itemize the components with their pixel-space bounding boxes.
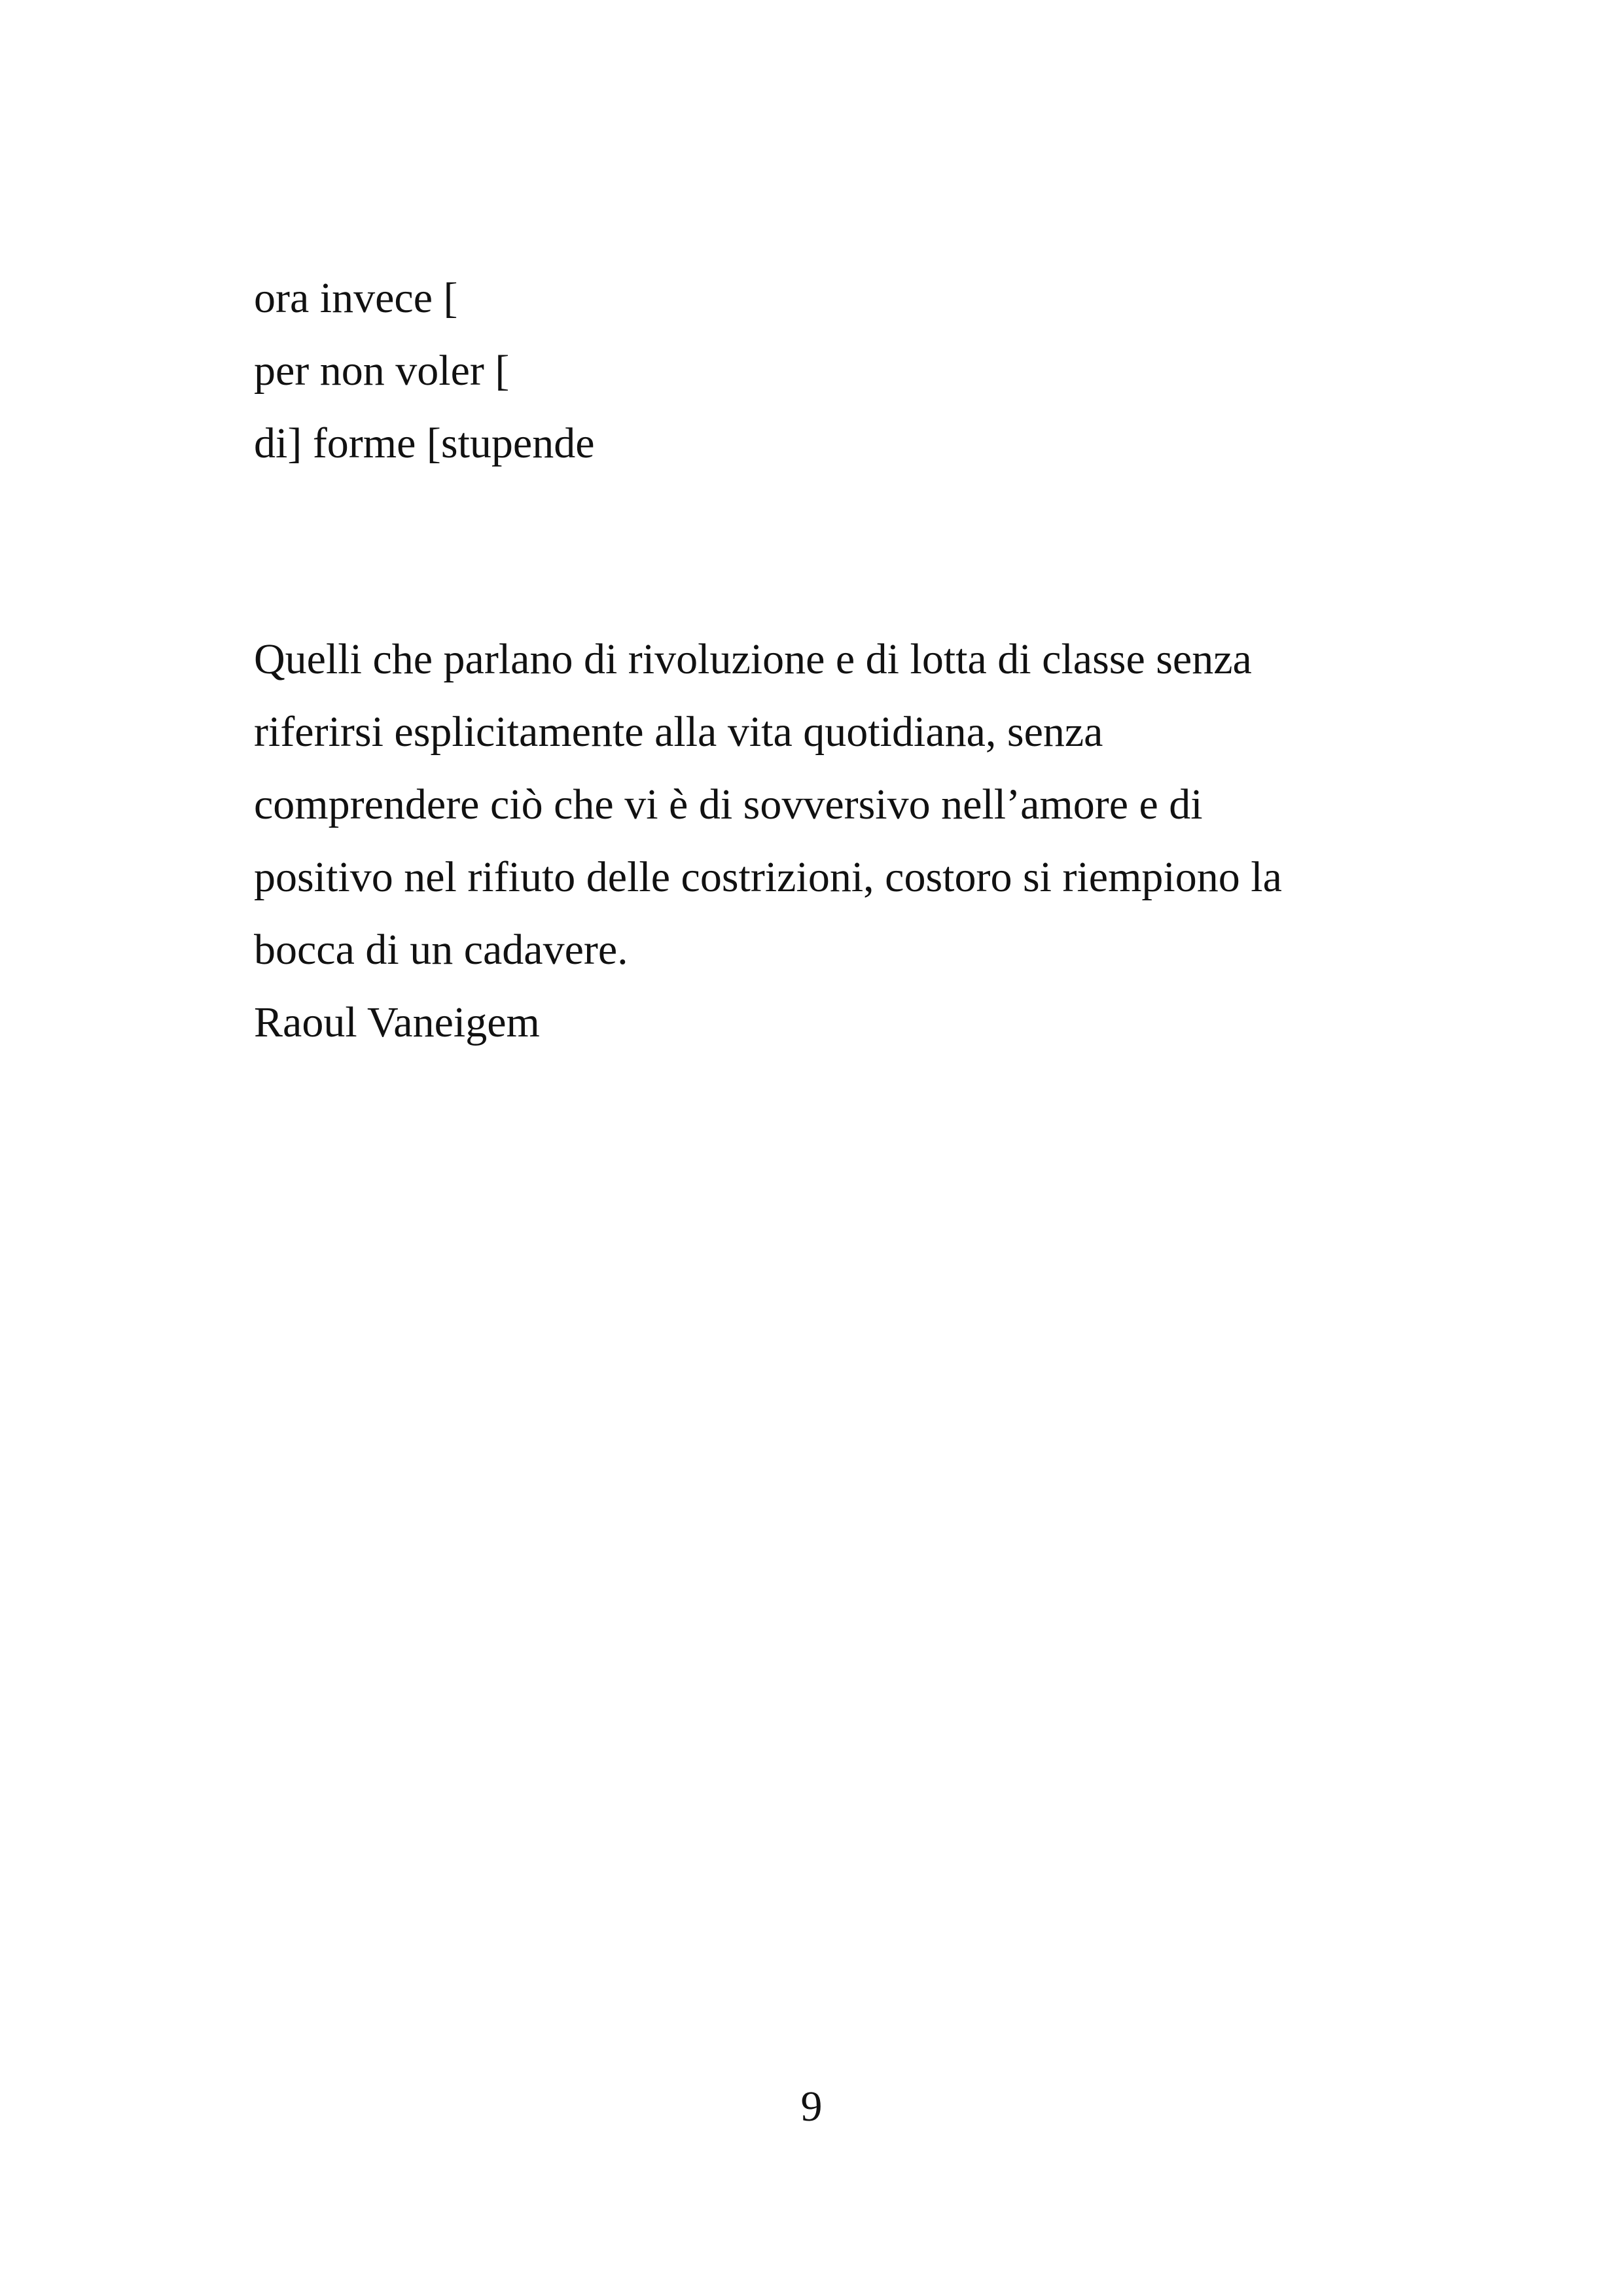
quote-line: riferirsi esplicitamente alla vita quotidiana, senza — [254, 708, 1103, 756]
quote-line: Quelli che parlano di rivoluzione e di lotta di classe senza — [254, 635, 1252, 683]
fragment-line: per non voler [ — [254, 347, 510, 395]
epigraph-quote — [254, 623, 1282, 1059]
poem-fragment — [254, 262, 595, 480]
fragment-line: ora invece [ — [254, 274, 458, 322]
fragment-line: di] forme [stupende — [254, 419, 595, 467]
page-number: 9 — [800, 2083, 823, 2130]
quote-line: comprendere ciò che vi è di sovversivo nell’amore e di — [254, 781, 1203, 828]
quote-line: bocca di un cadavere. — [254, 926, 628, 974]
quote-line: positivo nel rifiuto delle costrizioni, costoro si riempiono la — [254, 853, 1282, 901]
quote-author: Raoul Vaneigem — [254, 998, 540, 1046]
